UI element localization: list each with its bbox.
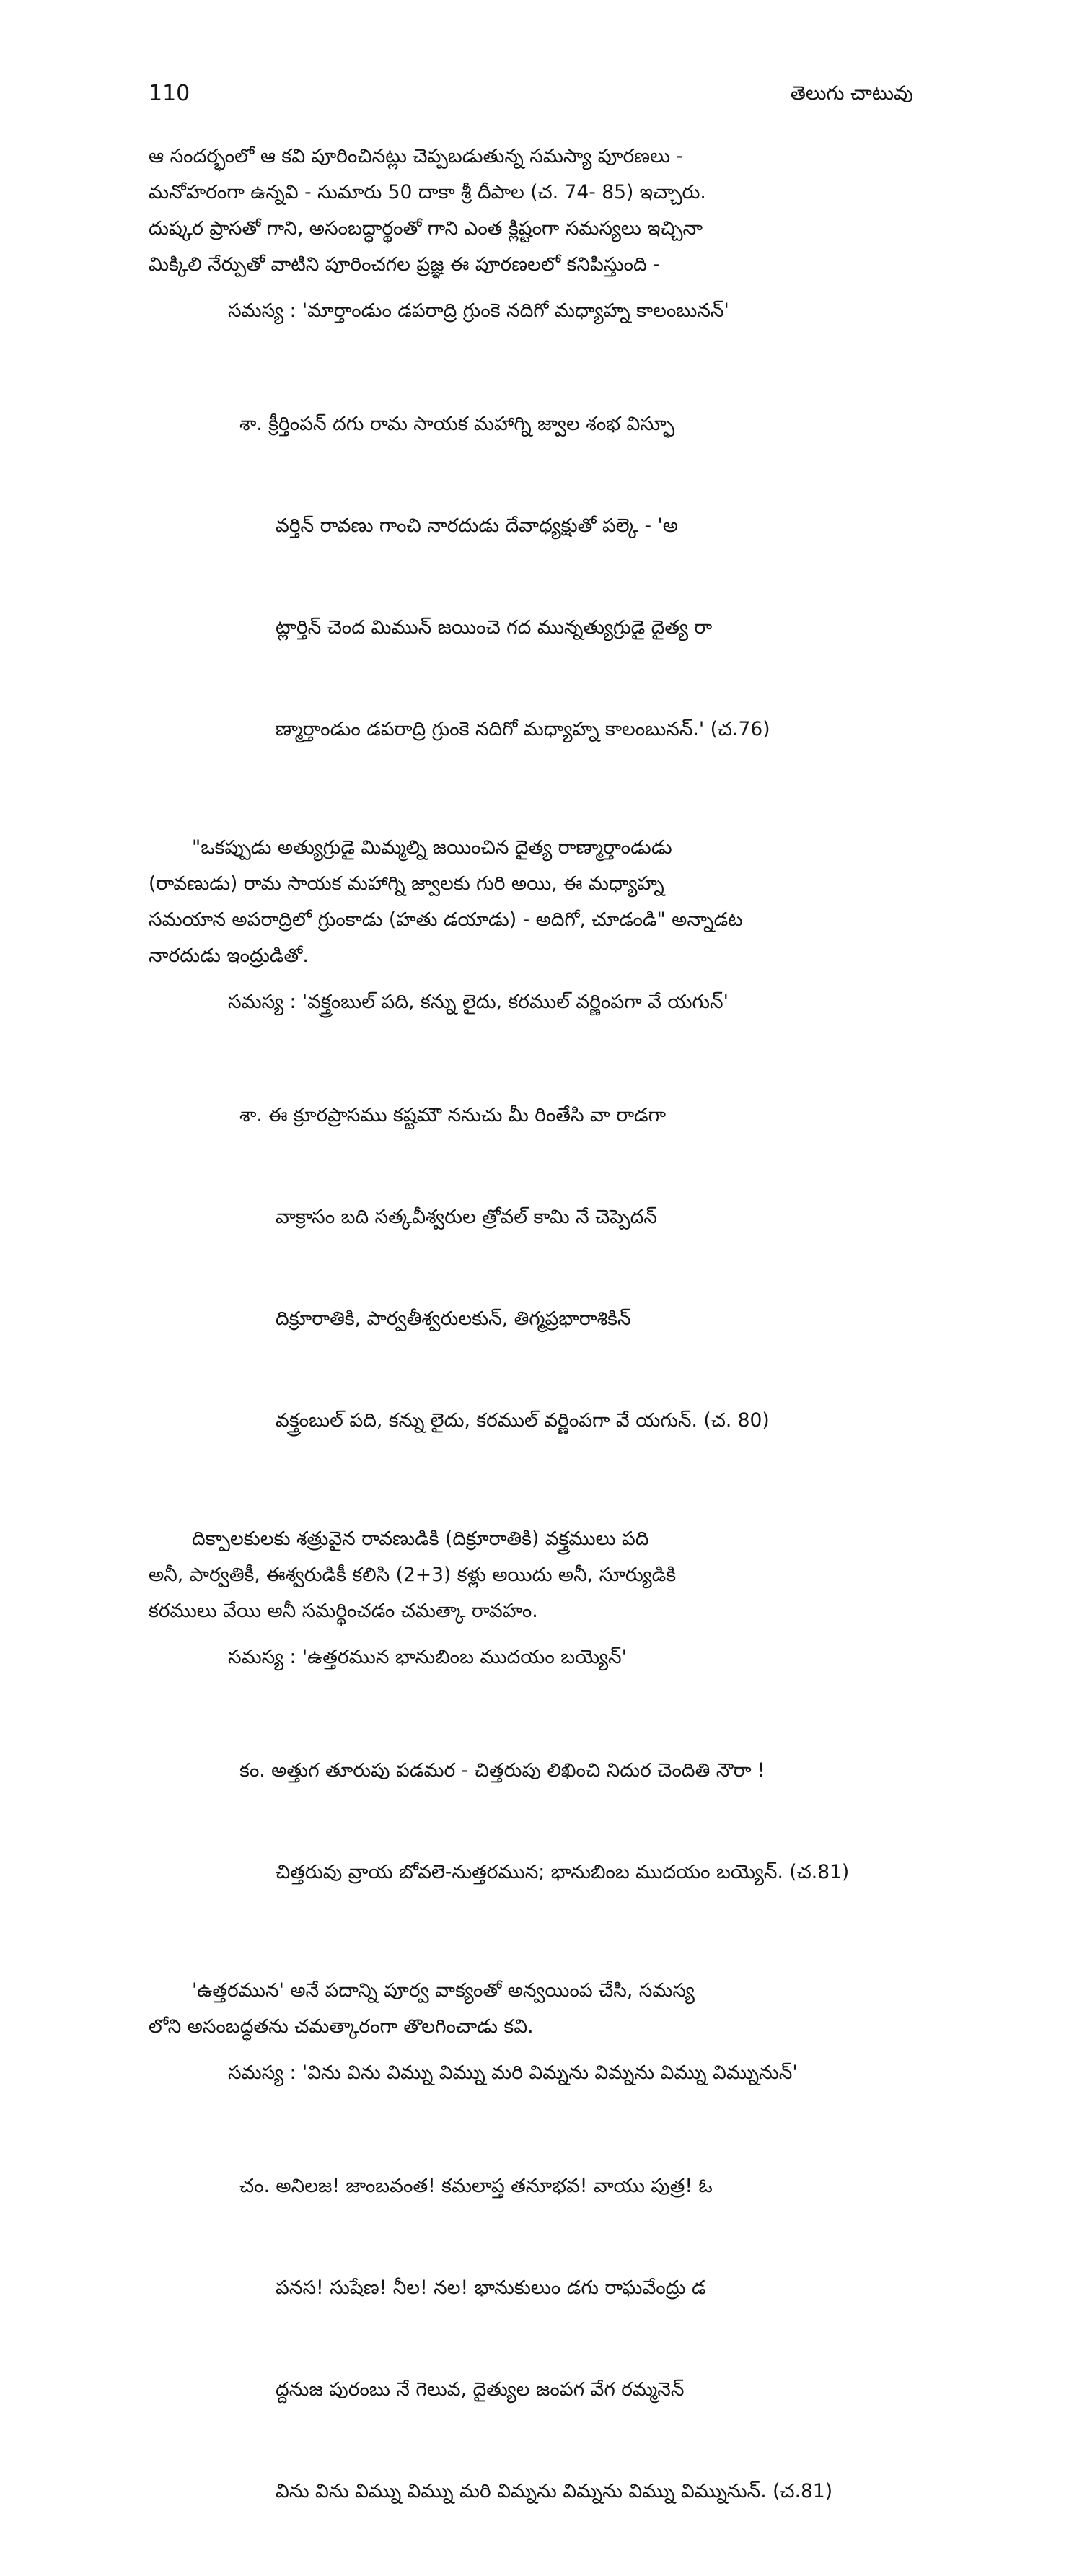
text-line: మనోహరంగా ఉన్నవి - సుమారు 50 దాకా శ్రీ దీపాల (చ. 74- 85) ఇచ్చారు.	[149, 181, 706, 203]
intro-paragraph	[149, 139, 913, 283]
running-title: తెలుగు చాటువు	[790, 82, 913, 105]
text-line: దుష్కర ప్రాసతో గాని, అసంబద్ధార్థంతో గాని ఎంత క్లిష్టంగా సమస్యలు ఇచ్చినా	[149, 217, 703, 240]
verse-line: శా. ఈ క్రూరప్రాసము కష్టమౌ ననుచు మీ రింతేసి వా రాడగా	[239, 1104, 667, 1126]
explanation-paragraph	[149, 1521, 913, 1629]
samasya-line: సమస్య : 'వక్త్రంబుల్ పది, కన్ను లైదు, కరముల్ వర్ణింపగా వే యగున్'	[228, 991, 729, 1013]
verse-line: ద్దనుజ పురంబు నే గెలువ, దైత్యుల జంపగ వేగ రమ్మనెన్	[276, 2378, 685, 2401]
verse	[149, 1030, 913, 1505]
samasya-line: సమస్య : 'మార్తాండుం డపరాద్రి గ్రుంకె నదిగో మధ్యాహ్న కాలంబునన్'	[228, 299, 729, 322]
verse-line: వర్తిన్ రావణు గాంచి నారదుడు దేవాధ్యక్షుతో పల్కె - 'అ	[276, 514, 678, 537]
verse	[149, 1686, 913, 1957]
text-line: మిక్కిలి నేర్పుతో వాటిని పూరించగల ప్రజ్ఞ ఈ పూరణలలో కనిపిస్తుంది -	[149, 253, 660, 276]
text-line: "ఒకప్పుడు అత్యుగ్రుడై మిమ్మల్ని జయించిన దైత్య రాణ్మార్తాండుడు	[192, 836, 672, 859]
page-body	[149, 139, 913, 2576]
samasya-line: సమస్య : 'ఉత్తరమున భానుబింబ ముదయం బయ్యెన్'	[228, 1646, 627, 1668]
samasya-line: సమస్య : 'విను విను విమ్ను విమ్ను మరి విమ్నను విమ్నను విమ్ను విమ్నునున్'	[228, 2062, 798, 2084]
verse-line: చిత్తరువు వ్రాయ బోవలె-నుత్తరమున; భానుబింబ ముదయం బయ్యెన్. (చ.81)	[276, 1861, 850, 1883]
verse-line: దిక్రూరాతికి, పార్వతీశ్వరులకున్, తిగ్మప్రభారాశికిన్	[276, 1307, 631, 1330]
verse-line: చం. అనిలజ! జాంబవంత! కమలాప్త తనూభవ! వాయు పుత్ర! ఓ	[239, 2175, 713, 2197]
verse-line: విను విను విమ్ను విమ్ను మరి విమ్నను విమ్నను విమ్ను విమ్నునున్. (చ.81)	[276, 2480, 833, 2502]
explanation-paragraph	[149, 1973, 913, 2045]
verse-line: వక్త్రంబుల్ పది, కన్ను లైదు, కరముల్ వర్ణింపగా వే యగున్. (చ. 80)	[276, 1409, 770, 1432]
text-line: సమయాన అపరాద్రిలో గ్రుంకాడు (హతు డయాడు) - అదిగో, చూడండి" అన్నాడట	[149, 908, 743, 931]
text-line: (రావణుడు) రామ సాయక మహాగ్ని జ్వాలకు గురి అయి, ఈ మధ్యాహ్న	[149, 872, 664, 895]
text-line: కరములు వేయి అనీ సమర్థించడం చమత్కా రావహం.	[149, 1600, 538, 1622]
text-line: 'ఉత్తరమున' అనే పదాన్ని పూర్వ వాక్యంతో అన్వయింప చేసి, సమస్య	[192, 1979, 695, 2002]
verse-line: ట్లార్తిన్ చెంద మిమున్ జయించె గద మున్నత్యుగ్రుడై దైత్య రా	[276, 616, 713, 639]
verse-line: కం. అత్తుగ తూరుపు పడమర - చిత్తరుపు లిఖించి నిదుర చెందితి నౌరా !	[239, 1759, 765, 1782]
page-header	[149, 81, 913, 117]
page-number: 110	[149, 81, 190, 106]
verse-line: ణ్మార్తాండుం డపరాద్రి గ్రుంకె నదిగో మధ్యాహ్న కాలంబునన్.' (చ.76)	[276, 718, 770, 740]
verse	[149, 2101, 913, 2576]
text-line: దిక్పాలకులకు శత్రువైన రావణుడికి (దిక్రూరాతికి) వక్త్రములు పది	[192, 1528, 649, 1550]
verse	[149, 339, 913, 814]
verse-line: శా. క్రీర్తింపన్ దగు రామ సాయక మహాగ్ని జ్వాల శంభ విస్ఫూ	[239, 413, 674, 435]
text-line: లోని అసంబద్ధతను చమత్కారంగా తొలగించాడు కవి.	[149, 2015, 534, 2038]
verse-line: వాక్రాసం బది సత్కవీశ్వరుల త్రోవల్ కామి నే చెప్పెదన్	[276, 1206, 657, 1228]
verse-line: పనస! సుషేణ! నీల! నల! భానుకులుం డగు రాఘవేంద్రు డ	[276, 2277, 706, 2299]
text-line: ఆ సందర్భంలో ఆ కవి పూరించినట్లు చెప్పబడుతున్న సమస్యా పూరణలు -	[149, 145, 683, 167]
text-line: నారదుడు ఇంద్రుడితో.	[149, 945, 309, 967]
explanation-paragraph	[149, 830, 913, 974]
text-line: అనీ, పార్వతికీ, ఈశ్వరుడికీ కలిసి (2+3) కళ్లు అయిదు అనీ, సూర్యుడికి	[149, 1564, 677, 1586]
